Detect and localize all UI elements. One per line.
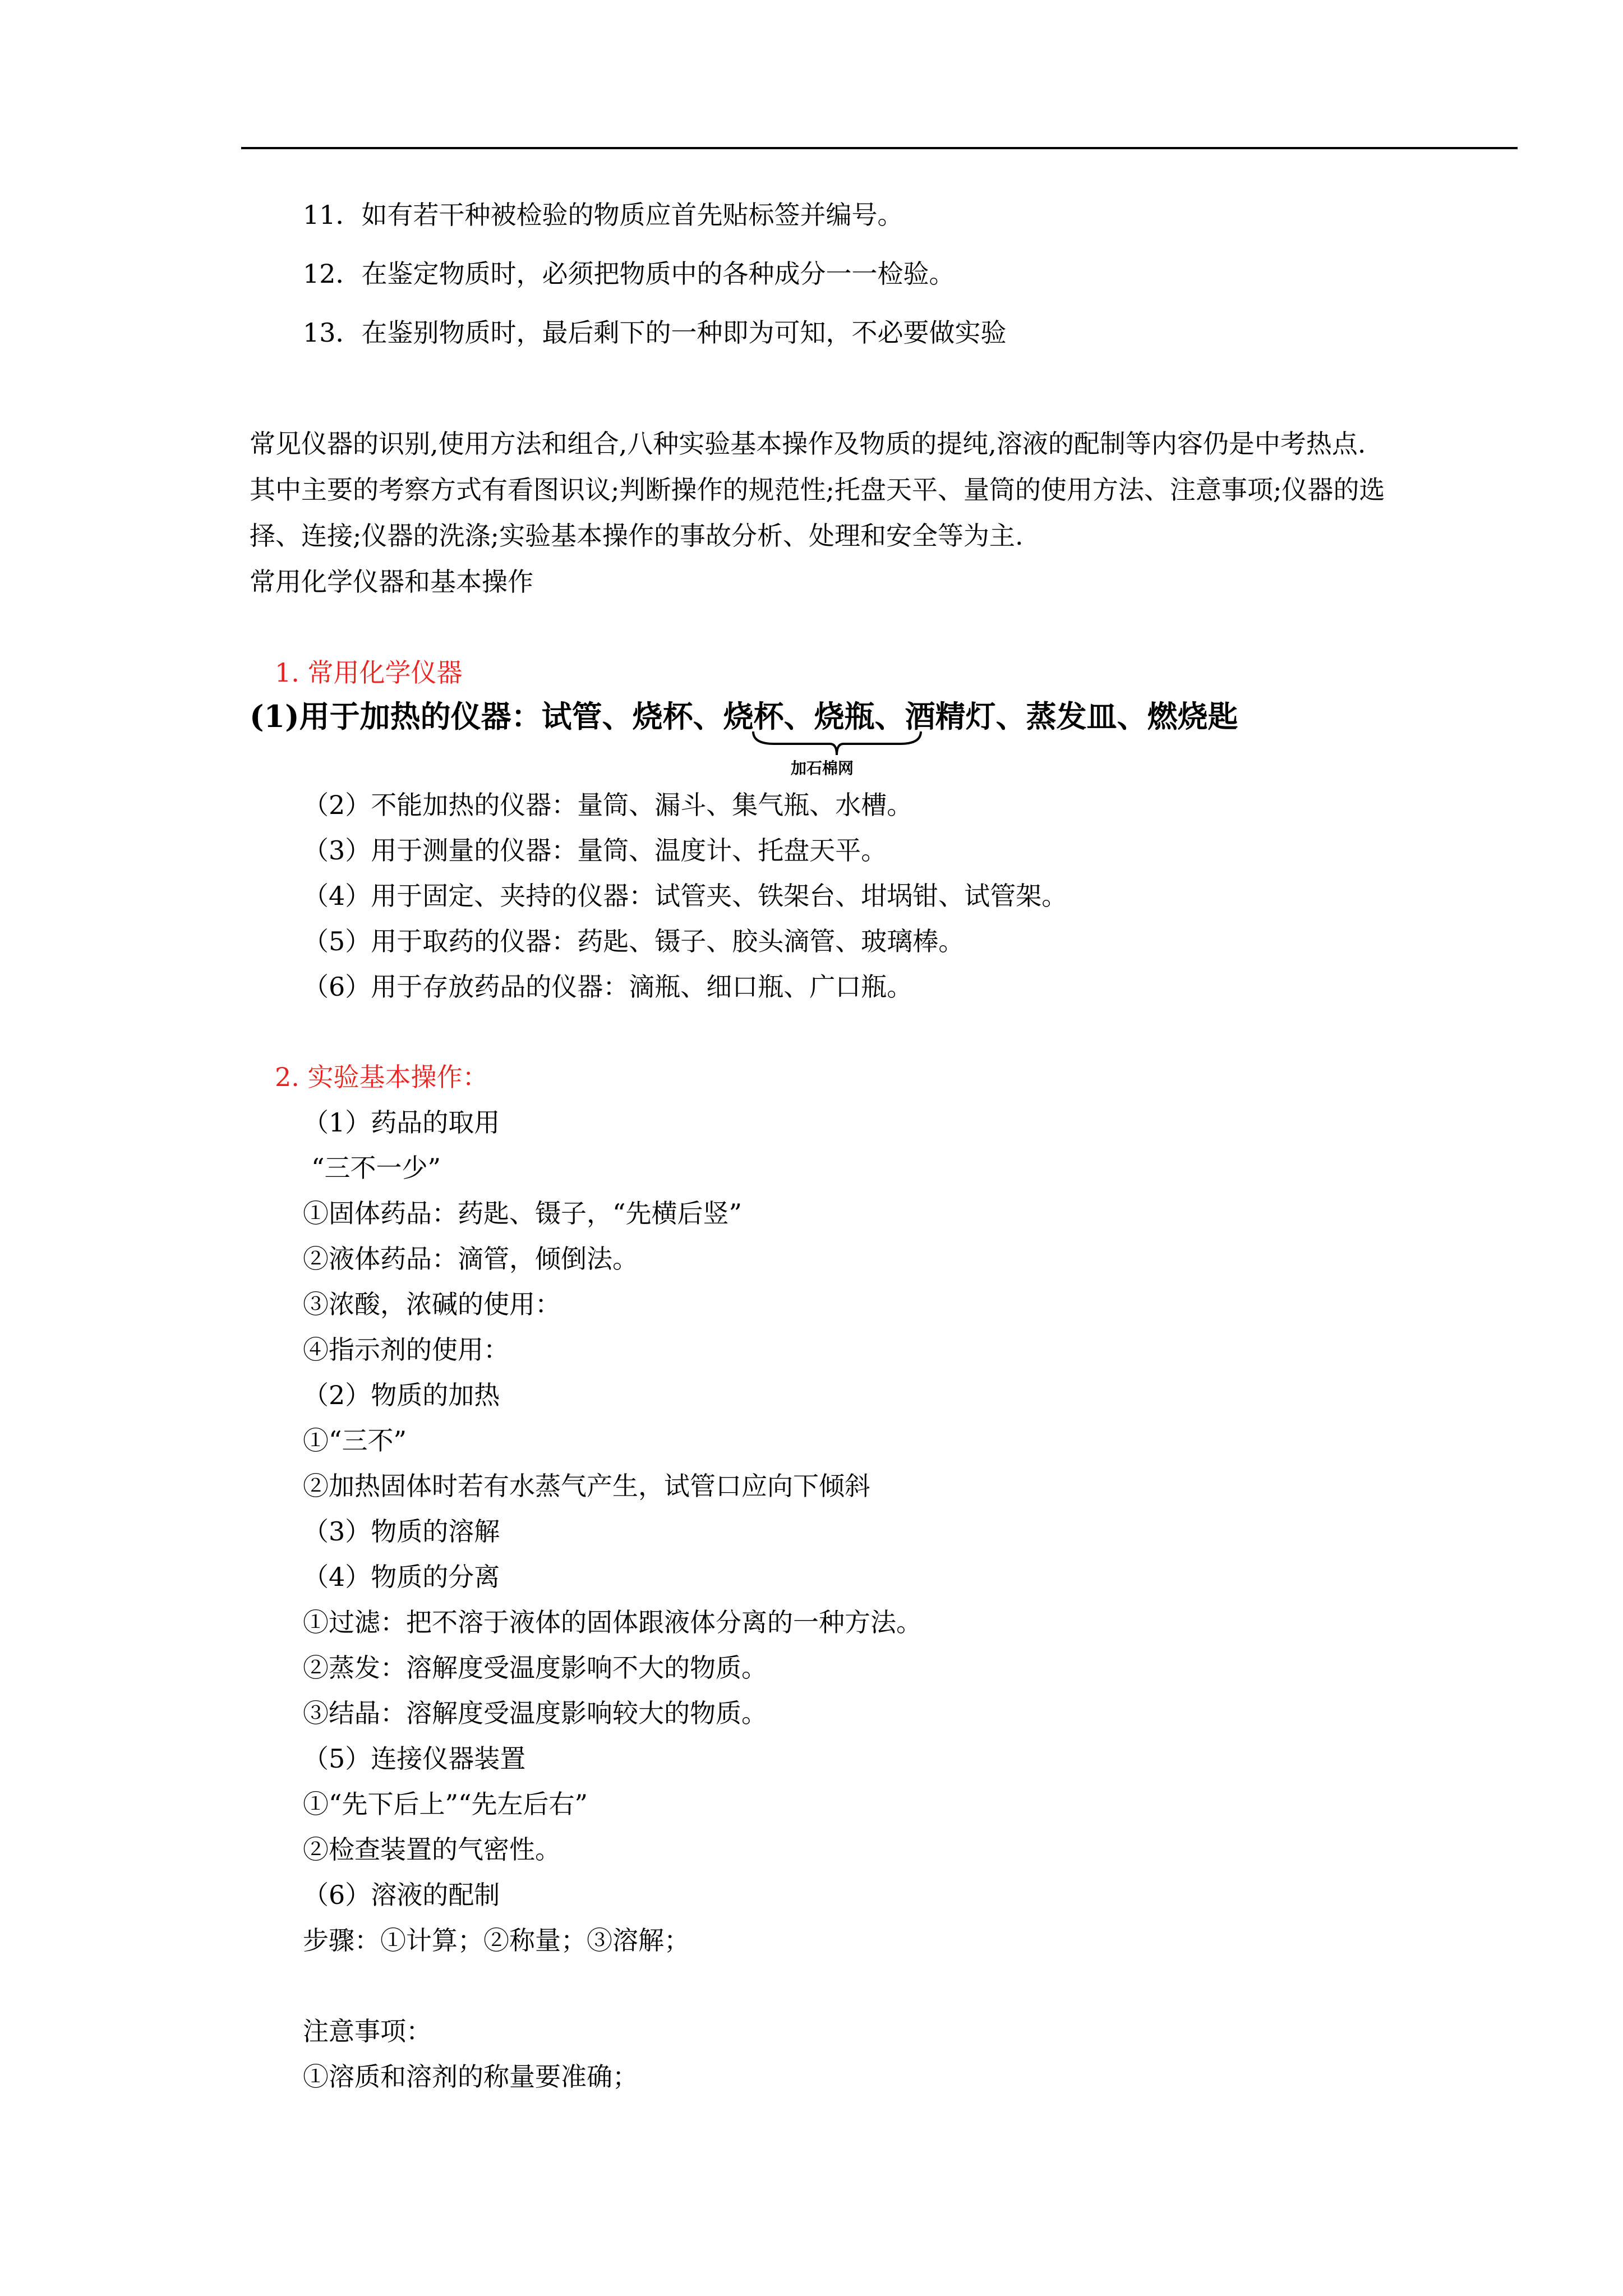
op-line: ①“先下后上”“先左后右” bbox=[303, 1789, 588, 1819]
op-line: “三不一少” bbox=[311, 1153, 441, 1183]
list-item-13: 13．在鉴别物质时，最后剩下的一种即为可知，不必要做实验 bbox=[303, 318, 1007, 348]
note-line: ①溶质和溶剂的称量要准确； bbox=[303, 2062, 638, 2092]
section-2-heading: 2. 实验基本操作： bbox=[275, 1062, 488, 1092]
op-line: （4）物质的分离 bbox=[303, 1562, 500, 1592]
item-1-suffix: 、酒精灯、蒸发皿、燃烧匙 bbox=[874, 698, 1238, 734]
op-line: ③结晶：溶解度受温度影响较大的物质。 bbox=[303, 1698, 767, 1728]
item-1-braced: 烧杯、烧瓶 bbox=[723, 698, 875, 734]
op-line: ①过滤：把不溶于液体的固体跟液体分离的一种方法。 bbox=[303, 1607, 922, 1637]
intro-line-1: 常见仪器的识别,使用方法和组合,八种实验基本操作及物质的提纯,溶液的配制等内容仍是中考热点. bbox=[250, 429, 1366, 459]
section-1-item-3: （3）用于测量的仪器：量筒、温度计、托盘天平。 bbox=[303, 835, 887, 866]
intro-line-4: 常用化学仪器和基本操作 bbox=[250, 567, 533, 597]
list-item-12: 12．在鉴定物质时，必须把物质中的各种成分一一检验。 bbox=[303, 259, 955, 289]
op-line: （1）药品的取用 bbox=[303, 1107, 500, 1138]
list-item-11: 11．如有若干种被检验的物质应首先贴标签并编号。 bbox=[303, 200, 903, 230]
op-line: ②液体药品：滴管，倾倒法。 bbox=[303, 1244, 638, 1274]
op-line: ④指示剂的使用： bbox=[303, 1335, 509, 1365]
intro-line-2: 其中主要的考察方式有看图识议;判断操作的规范性;托盘天平、量筒的使用方法、注意事项;仪器的选 bbox=[250, 475, 1385, 505]
op-line: ①“三不” bbox=[303, 1425, 407, 1456]
op-line: 步骤：①计算；②称量；③溶解； bbox=[303, 1925, 690, 1955]
op-line: （2）物质的加热 bbox=[303, 1380, 500, 1410]
op-line: （6）溶液的配制 bbox=[303, 1880, 500, 1910]
section-1-item-6: （6）用于存放药品的仪器：滴瓶、细口瓶、广口瓶。 bbox=[303, 972, 913, 1002]
section-1-item-1 bbox=[250, 698, 1238, 734]
section-1-item-4: （4）用于固定、夹持的仪器：试管夹、铁架台、坩埚钳、试管架。 bbox=[303, 881, 1068, 911]
intro-line-3: 择、连接;仪器的洗涤;实验基本操作的事故分析、处理和安全等为主. bbox=[250, 521, 1023, 551]
op-line: ①固体药品：药匙、镊子，“先横后竖” bbox=[303, 1198, 743, 1228]
op-line: ②检查装置的气密性。 bbox=[303, 1834, 561, 1865]
brace-label: 加石棉网 bbox=[791, 759, 854, 777]
op-line: （5）连接仪器装置 bbox=[303, 1743, 526, 1774]
header-rule bbox=[241, 147, 1518, 149]
section-1-item-2: （2）不能加热的仪器：量筒、漏斗、集气瓶、水槽。 bbox=[303, 790, 913, 820]
op-line: ③浓酸，浓碱的使用： bbox=[303, 1289, 561, 1319]
op-line: （3）物质的溶解 bbox=[303, 1516, 500, 1547]
op-line: ②蒸发：溶解度受温度影响不大的物质。 bbox=[303, 1653, 767, 1683]
op-line: ②加热固体时若有水蒸气产生，试管口应向下倾斜 bbox=[303, 1471, 870, 1501]
item-1-prefix: (1)用于加热的仪器：试管、烧杯、 bbox=[250, 698, 723, 734]
section-1-heading: 1. 常用化学仪器 bbox=[275, 657, 463, 688]
notes-heading: 注意事项： bbox=[303, 2016, 432, 2046]
section-1-item-5: （5）用于取药的仪器：药匙、镊子、胶头滴管、玻璃棒。 bbox=[303, 926, 965, 956]
